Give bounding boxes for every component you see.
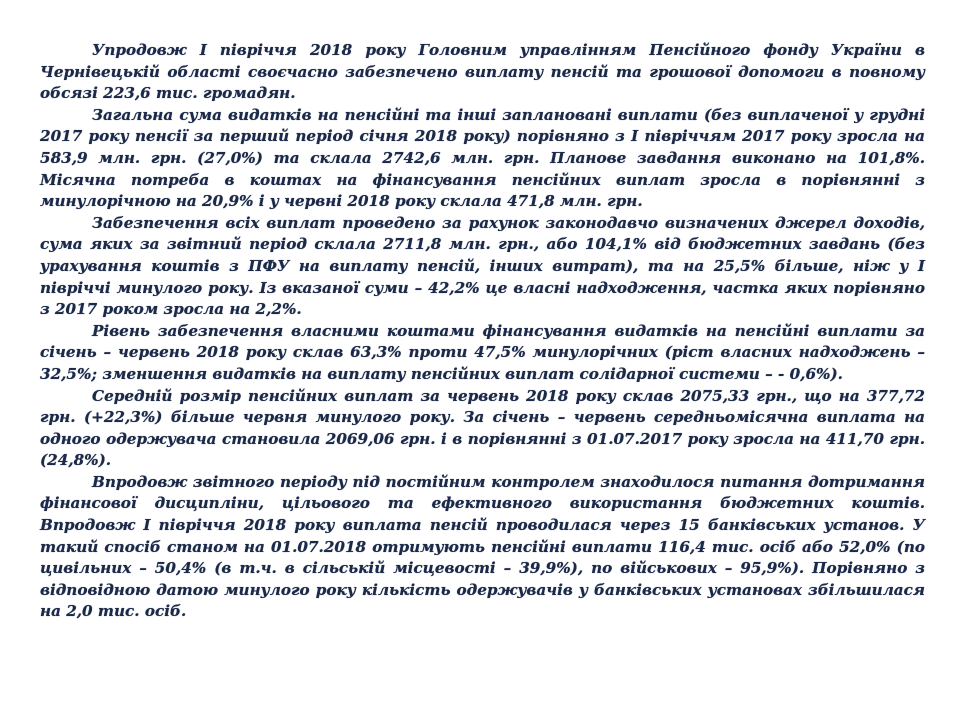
paragraph-expenditures: Загальна сума видатків на пенсійні та інші заплановані виплати (без виплаченої у грудні 2017 року пенсії за перший період січня 2018 року) порівняно з І півріччям 2017 року зросла на 583,9 млн. грн. (27,0%) та склала 2742,6 млн. грн. Планове завдання виконано на 101,8%. Місячна потреба в коштах на фінансування пенсійних виплат зросла в порівнянні з минулорічною на 20,9% і у червні 2018 року склала 471,8 млн. грн.	[40, 105, 925, 211]
paragraph-pension-payments: Упродовж І півріччя 2018 року Головним управлінням Пенсійного фонду України в Чернівецькій області своєчасно забезпечено виплату пенсій та грошової допомоги в повному обсязі 223,6 тис. громадян.	[40, 41, 925, 103]
paragraph-own-funds-level: Рівень забезпечення власними коштами фінансування видатків на пенсійні виплати за січень – червень 2018 року склав 63,3% проти 47,5% минулорічних (ріст власних надходжень – 32,5%; зменшення видатків на виплату пенсійних виплат солідарної системи – - 0,6%).	[40, 321, 925, 383]
paragraph-average-pension: Середній розмір пенсійних виплат за червень 2018 року склав 2075,33 грн., що на 377,72 грн. (+22,3%) більше червня минулого року. За січень – червень середньомісячна виплата на одного одержувача становила 2069,06 грн. і в порівнянні з 01.07.2017 року зросла на 411,70 грн. (24,8%).	[40, 386, 925, 470]
paragraph-financial-discipline: Впродовж звітного періоду під постійним контролем знаходилося питання дотримання фінансової дисципліни, цільового та ефективного використання бюджетних коштів. Впродовж І півріччя 2018 року виплата пенсій проводилася через 15 банківських установ. У такий спосіб станом на 01.07.2018 отримують пенсійні виплати 116,4 тис. осіб або 52,0% (по цивільних – 50,4% (в т.ч. в сільській місцевості – 39,9%), по військових – 95,9%). Порівняно з відповідною датою минулого року кількість одержувачів у банківських установах збільшилася на 2,0 тис. осіб.	[40, 472, 925, 621]
paragraph-revenue-sources: Забезпечення всіх виплат проведено за рахунок законодавчо визначених джерел доходів, сума яких за звітний період склала 2711,8 млн. грн., або 104,1% від бюджетних завдань (без урахування коштів з ПФУ на виплату пенсій, інших витрат), та на 25,5% більше, ніж у І півріччі минулого року. Із вказаної суми – 42,2% це власні надходження, частка яких порівняно з 2017 роком зросла на 2,2%.	[40, 213, 925, 319]
document-page	[40, 40, 925, 623]
